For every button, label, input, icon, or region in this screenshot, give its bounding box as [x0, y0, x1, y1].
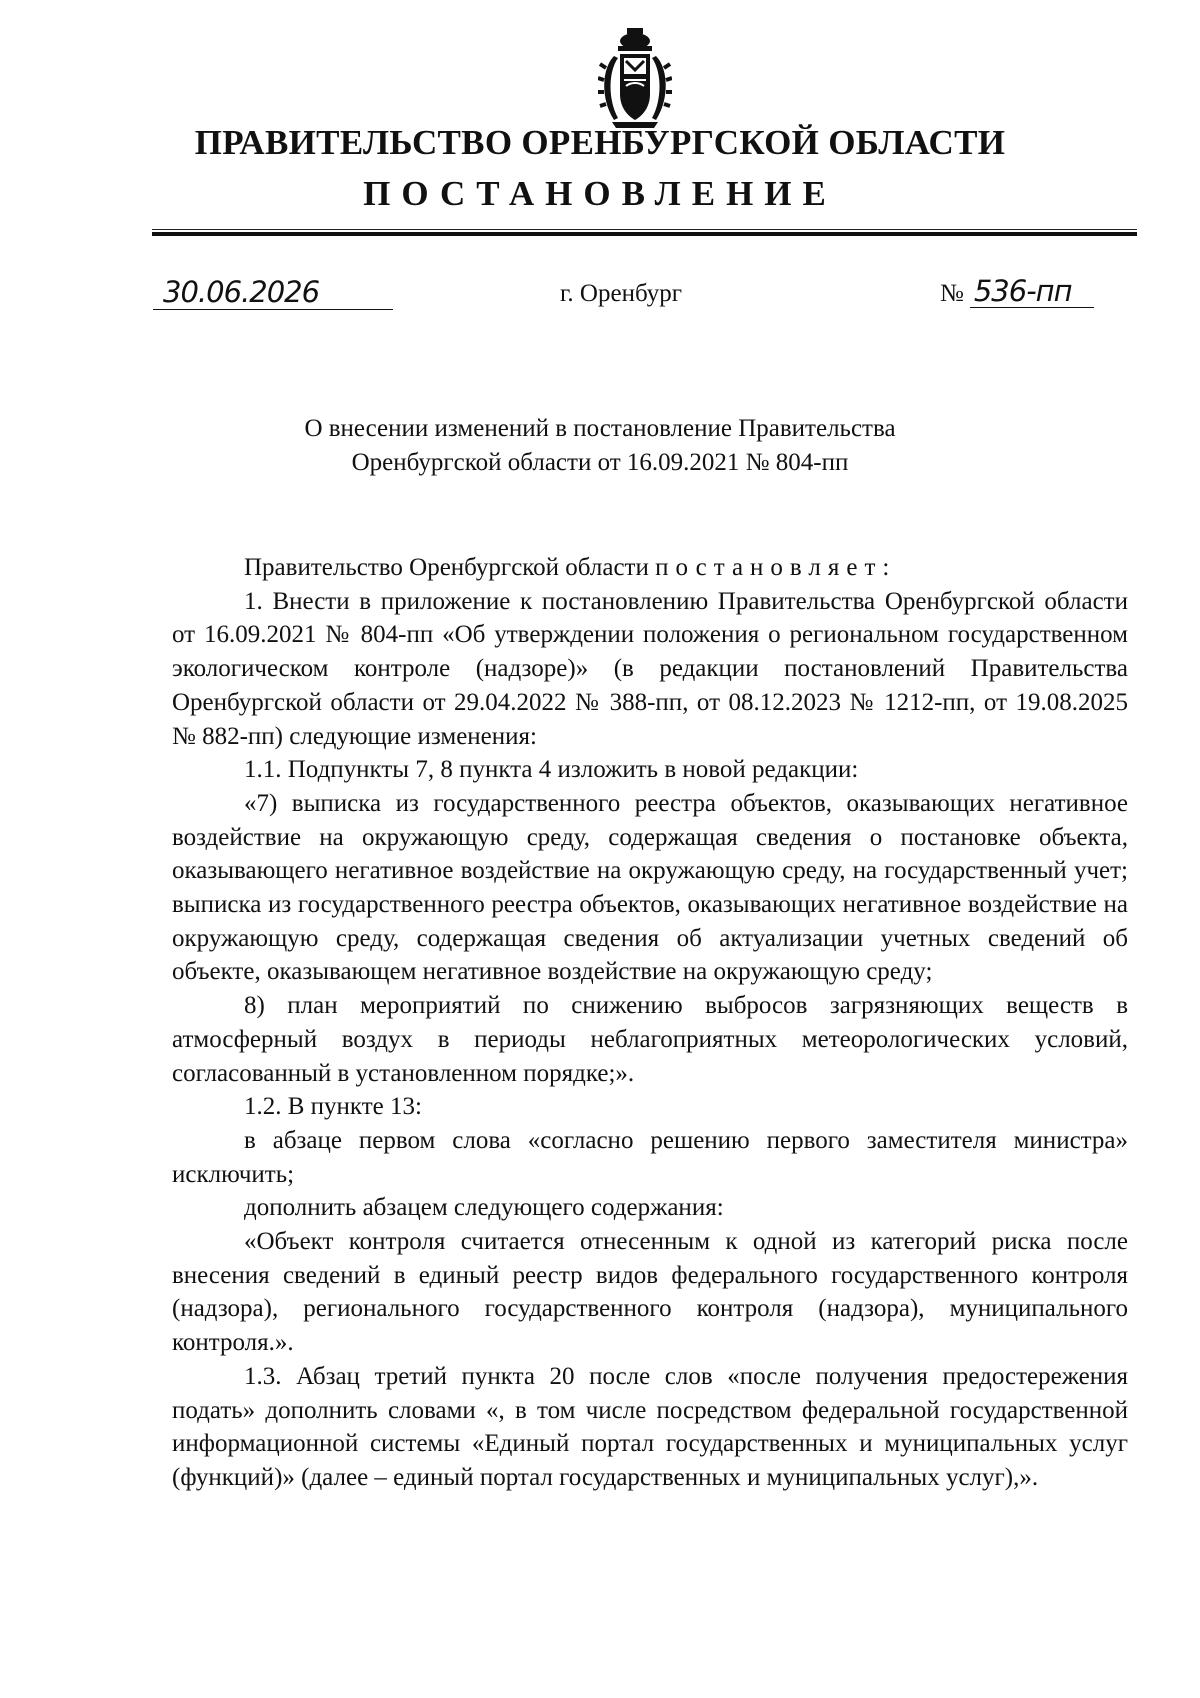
header-divider-thin [152, 229, 1137, 230]
paragraph-1-1: 1.1. Подпункты 7, 8 пункта 4 изложить в новой редакции: [244, 756, 859, 784]
subitem-8: 8) план мероприятий по снижению выбросов загрязняющих веществ в атмосферный воздух в периоды неблагоприятных метеорологических условий, согласованный в установленном порядке;». [172, 992, 1128, 1087]
document-number [940, 275, 1094, 309]
paragraph-1-3: 1.3. Абзац третий пункта 20 после слов «после получения предостережения подать» дополнить словами «, в том числе посредством федеральной государственной информационной системы «Единый портал государственных и муниципальных услуг (функций)» (далее – единый портал государственных и муниципальных услуг),». [172, 1362, 1128, 1491]
paragraph-1-2-c: «Объект контроля считается отнесенным к одной из категорий риска после внесения сведений в единый реестр видов федерального государственного контроля (надзора), регионального государственного контроля (надзора), муниципального контроля.». [172, 1228, 1128, 1357]
subitem-7: «7) выписка из государственного реестра объектов, оказывающих негативное воздействие на окружающую среду, содержащая сведения о постановке объекта, оказывающего негативное воздействие на окружающую среду, на государственный учет; выписка из государственного реестра объектов, оказывающих негативное воздействие на окружающую среду, содержащая сведения об актуализации учетных сведений об объекте, оказывающем негативное воздействие на окружающую среду; [172, 789, 1128, 986]
coat-of-arms-emblem [598, 28, 672, 132]
paragraph-1: 1. Внести в приложение к постановлению Правительства Оренбургской области от 16.09.2021 № 804-пп «Об утверждении положения о региональном государственном экологическом контроле (надзоре)» (в редакции постановлений Правительства Оренбургской области от 29.04.2022 № 388-пп, от 08.12.2023 № 1212-пп, от 19.08.2025 № 882-пп) следующие изменения: [172, 587, 1128, 750]
paragraph-1-2-a: в абзаце первом слова «согласно решению первого заместителя министра» исключить; [172, 1126, 1128, 1188]
paragraph-1-2-b: дополнить абзацем следующего содержания: [244, 1194, 724, 1222]
subject-line-2: Оренбургской области от 16.09.2021 № 804-пп [351, 449, 849, 476]
handwritten-number: 536-пп [970, 275, 1094, 308]
document-type-title: ПОСТАНОВЛЕНИЕ [363, 174, 837, 213]
subject-line-1: О внесении изменений в постановление Правительства [304, 415, 896, 442]
handwritten-date: 30.06.2026 [153, 275, 393, 310]
intro-paragraph [172, 551, 1128, 585]
document-body [172, 551, 1128, 1495]
number-sign: № [940, 280, 964, 307]
city-label: г. Оренбург [560, 280, 682, 307]
intro-suffix: : [882, 554, 890, 581]
intro-prefix: Правительство Оренбургской области [244, 554, 656, 581]
header-divider-thick [152, 232, 1137, 236]
document-subject [0, 412, 1200, 480]
paragraph-1-2: 1.2. В пункте 13: [244, 1093, 422, 1121]
organization-title: ПРАВИТЕЛЬСТВО ОРЕНБУРГСКОЙ ОБЛАСТИ [194, 123, 1006, 162]
intro-resolves: постановляет [655, 554, 883, 581]
